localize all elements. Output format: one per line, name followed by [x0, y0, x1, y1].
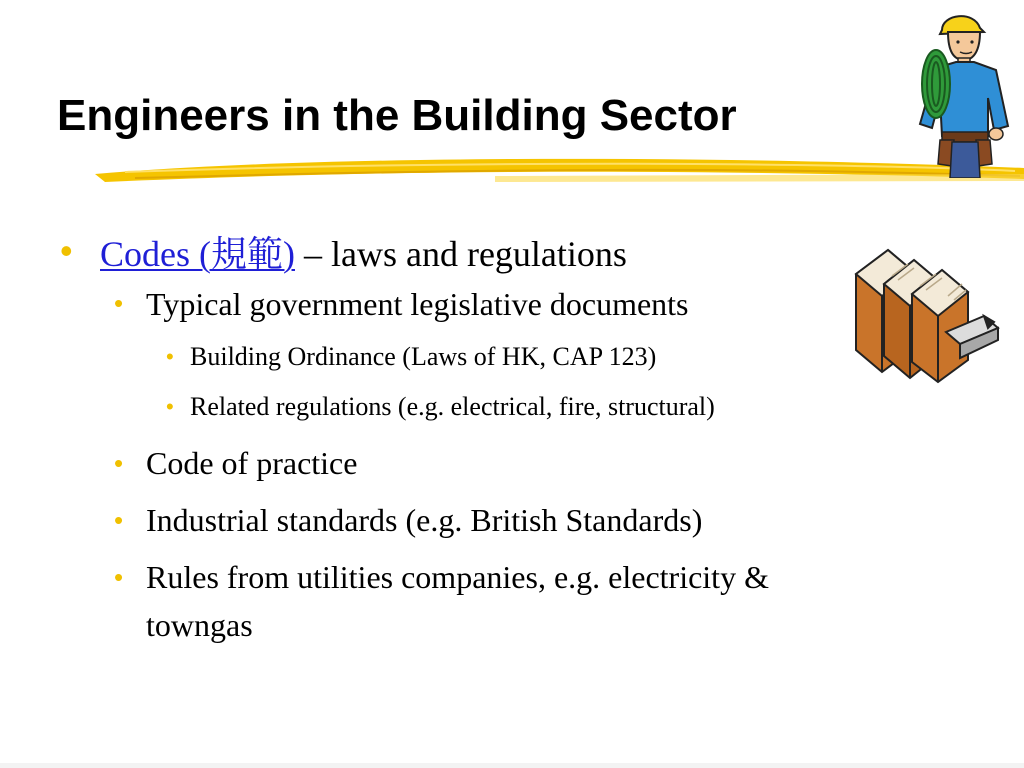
bullet-item-level1	[100, 226, 627, 277]
slide-bottom-border	[0, 763, 1024, 768]
bullet-text: – laws and regulations	[294, 234, 627, 274]
bullet-item-level3: Related regulations (e.g. electrical, fire, structural)	[190, 392, 715, 421]
bullet-item-level3: Building Ordinance (Laws of HK, CAP 123)	[190, 342, 657, 371]
bullet-item-level2: Industrial standards (e.g. British Standards)	[146, 502, 703, 538]
bullet-item-level2: Rules from utilities companies, e.g. electricity &	[146, 559, 769, 595]
bullet-marker: •	[114, 505, 124, 535]
bullet-marker: •	[114, 448, 124, 478]
bullet-marker: •	[114, 288, 124, 318]
slide-title: Engineers in the Building Sector	[57, 91, 737, 140]
bullet-item-level2: Typical government legislative documents	[146, 286, 689, 322]
bullet-item-level2-continuation: towngas	[146, 607, 253, 643]
bullet-marker: •	[114, 562, 124, 592]
bullet-marker: •	[166, 394, 174, 419]
bullet-item-level2: Code of practice	[146, 445, 358, 481]
codes-link[interactable]: Codes (規範)	[100, 234, 295, 274]
bullet-marker: •	[60, 230, 73, 271]
bullet-marker: •	[166, 344, 174, 369]
